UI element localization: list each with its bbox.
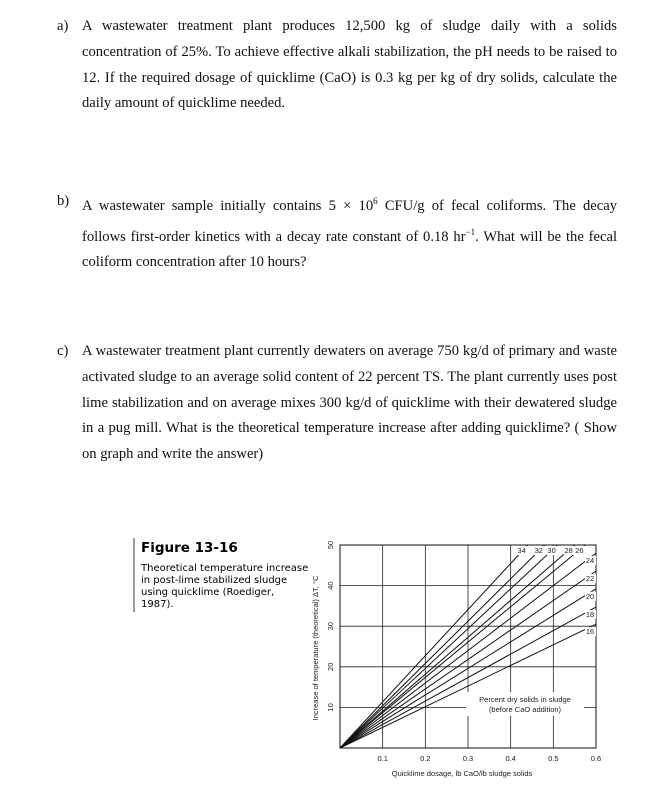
y-tick-label: 50 [326,540,335,550]
series-label-34: 34 [517,546,526,555]
question-c-text: A wastewater treatment plant currently dewaters on average 750 kg/d of primary and waste activated sludge to an average solid content of 22 percent TS. The plant currently uses post lime stabilization and on average mixes 300 kg/d of quicklime with their dewatered sludge in a pug mill. What is the theoretical temperature increase after adding quicklime? ( Show on graph and write the answer) [82,343,617,463]
series-line-28 [340,545,575,748]
question-b-text-1: A wastewater sample initially contains 5 × 10 [82,197,374,214]
series-label-22: 22 [585,573,595,583]
chart-grid [340,545,596,748]
question-b-sup-2: −1 [465,226,476,237]
question-b-text-2: CFU/g of fecal coliforms. The decay follows first-order kinetics with a decay rate constant of 0.18 hr [82,197,618,245]
question-b-sup-1: 6 [373,196,378,206]
caption-line-3: using quicklime (Roediger, [141,587,275,598]
caption-line-1: Theoretical temperature increase [141,563,309,574]
x-tick-label: 0.4 [505,754,516,763]
legend-title-line-2: (before CaO addition) [488,705,562,714]
x-tick-label: 0.5 [548,754,559,763]
question-c-label: c) [57,343,69,359]
x-tick-label: 0.3 [462,754,474,763]
x-tick-label: 0.6 [590,754,602,763]
series-label-26: 26 [575,546,584,555]
question-b-label: b) [57,193,70,209]
x-tick-labels [377,754,601,763]
series-label-30: 30 [547,546,556,555]
series-line-26 [340,545,585,748]
series-label-28: 28 [564,546,573,555]
series-label-24: 24 [585,556,595,566]
temperature-chart [311,541,601,778]
x-tick-label: 0.1 [377,754,388,763]
series-line-32 [340,545,545,748]
y-tick-labels [326,541,335,712]
question-a-label: a) [57,18,69,34]
figure-title: Figure 13-16 [141,540,238,556]
legend-title-line-1: Percent dry solids in sludge [479,695,571,704]
x-axis-label: Quicklime dosage, lb CaO/lb sludge solids [391,769,533,778]
y-tick-label: 20 [326,662,335,671]
question-a-text: A wastewater treatment plant produces 12,500 kg of sludge daily with a solids concentration of 25%. To achieve effective alkali stabilization, the pH needs to be raised to 12. If the required dosage of quicklime (CaO) is 0.3 kg per kg of dry solids, calculate the daily amount of quicklime needed. [82,18,617,112]
series-label-20: 20 [585,591,595,601]
y-tick-label: 40 [326,581,335,590]
y-axis-label: Increase of temperature (theoretical) ΔT, °C [311,575,320,721]
question-b-text-3: . What will be the fecal coliform concentration after 10 hours? [82,228,617,271]
x-tick-label: 0.2 [420,754,431,763]
caption-line-2: in post-lime stabilized sludge [141,575,288,586]
series-line-34 [340,545,528,748]
y-tick-label: 10 [326,703,335,712]
series-label-32: 32 [534,546,543,555]
y-tick-label: 30 [326,622,335,631]
caption-line-4: 1987). [141,599,174,610]
curve-labels [517,546,596,636]
series-label-18: 18 [585,610,595,620]
series-label-16: 16 [585,627,595,637]
